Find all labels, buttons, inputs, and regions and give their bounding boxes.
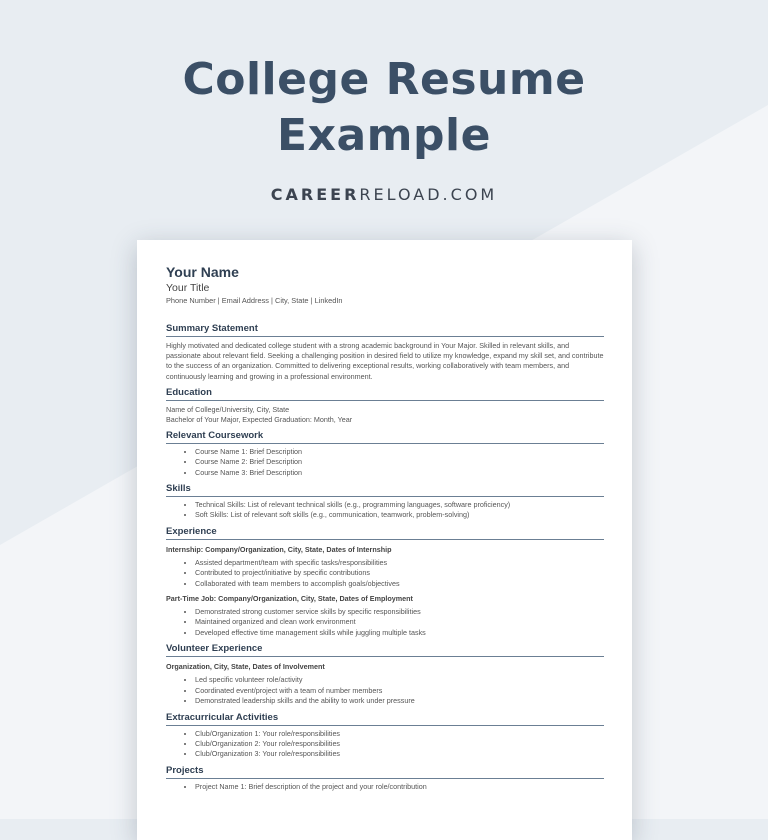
section-heading: Skills [166,483,604,497]
list-item: • Course Name 2: Brief Description [195,457,604,467]
section-heading: Education [166,387,604,401]
education-details [166,405,604,425]
section-heading: Relevant Coursework [166,430,604,444]
list-item: • Demonstrated strong customer service skills by specific responsibilities [195,607,604,617]
skills-section [166,483,604,521]
projects-list [166,782,604,792]
list-item: • Technical Skills: List of relevant technical skills (e.g., programming languages, software proficiency) [195,500,604,510]
hero-title-line1: College Resume [182,54,586,105]
section-heading: Volunteer Experience [166,643,604,657]
education-section [166,387,604,425]
hero-title-line2: Example [277,110,491,161]
list-item: • Club/Organization 3: Your role/responsibilities [195,749,604,759]
list-item: • Contributed to project/initiative by specific contributions [195,568,604,578]
list-item: • Coordinated event/project with a team of number members [195,686,604,696]
education-line: Name of College/University, City, State [166,404,290,414]
list-item: • Course Name 1: Brief Description [195,447,604,457]
resume-name: Your Name [166,264,239,280]
list-item: • Developed effective time management skills while juggling multiple tasks [195,628,604,638]
job-duties-list [166,607,604,638]
list-item: • Soft Skills: List of relevant soft skills (e.g., communication, teamwork, problem-solving) [195,510,604,520]
section-heading: Projects [166,765,604,779]
experience-section [166,526,604,638]
list-item: • Project Name 1: Brief description of the project and your role/contribution [195,782,604,792]
education-line: Bachelor of Your Major, Expected Graduation: Month, Year [166,414,353,424]
activities-list [166,729,604,760]
section-heading: Experience [166,526,604,540]
list-item: • Assisted department/team with specific tasks/responsibilities [195,558,604,568]
summary-text: Highly motivated and dedicated college student with a strong academic background in Your Major. Skilled in relevant skills, and passionate about relevant field. Seeking a challenging position in desired field to utilize my knowledge, expand my skill set, and contribute to the success of an organization. Committed to delivering exceptional results, working collaboratively with team members, and continuously learning and growing in a professional environment. [166,341,604,381]
brand-bold: CAREER [270,185,360,204]
list-item: • Course Name 3: Brief Description [195,468,604,478]
job-title: Part-Time Job: Company/Organization, City, State, Dates of Employment [166,594,413,604]
brand-logo [0,185,768,204]
volunteer-list [166,675,604,706]
list-item: • Maintained organized and clean work environment [195,617,604,627]
coursework-section [166,430,604,478]
projects-section [166,765,604,792]
coursework-list [166,447,604,478]
list-item: • Demonstrated leadership skills and the ability to work under pressure [195,696,604,706]
brand-light: RELOAD.COM [359,185,498,204]
summary-section [166,323,604,382]
list-item: • Club/Organization 1: Your role/responsibilities [195,729,604,739]
section-heading: Extracurricular Activities [166,712,604,726]
list-item: • Club/Organization 2: Your role/responsibilities [195,739,604,749]
resume-title: Your Title [166,282,210,294]
resume-content [166,264,604,792]
list-item: • Led specific volunteer role/activity [195,675,604,685]
job-duties-list [166,558,604,589]
volunteer-section [166,643,604,706]
hero-title [0,52,768,164]
job-title: Internship: Company/Organization, City, State, Dates of Internship [166,544,392,554]
activities-section [166,712,604,760]
section-heading: Summary Statement [166,323,604,337]
skills-list [166,500,604,521]
volunteer-org: Organization, City, State, Dates of Involvement [166,662,325,672]
list-item: • Collaborated with team members to accomplish goals/objectives [195,579,604,589]
resume-contact: Phone Number | Email Address | City, State | LinkedIn [166,296,343,305]
resume-paper [137,240,632,840]
